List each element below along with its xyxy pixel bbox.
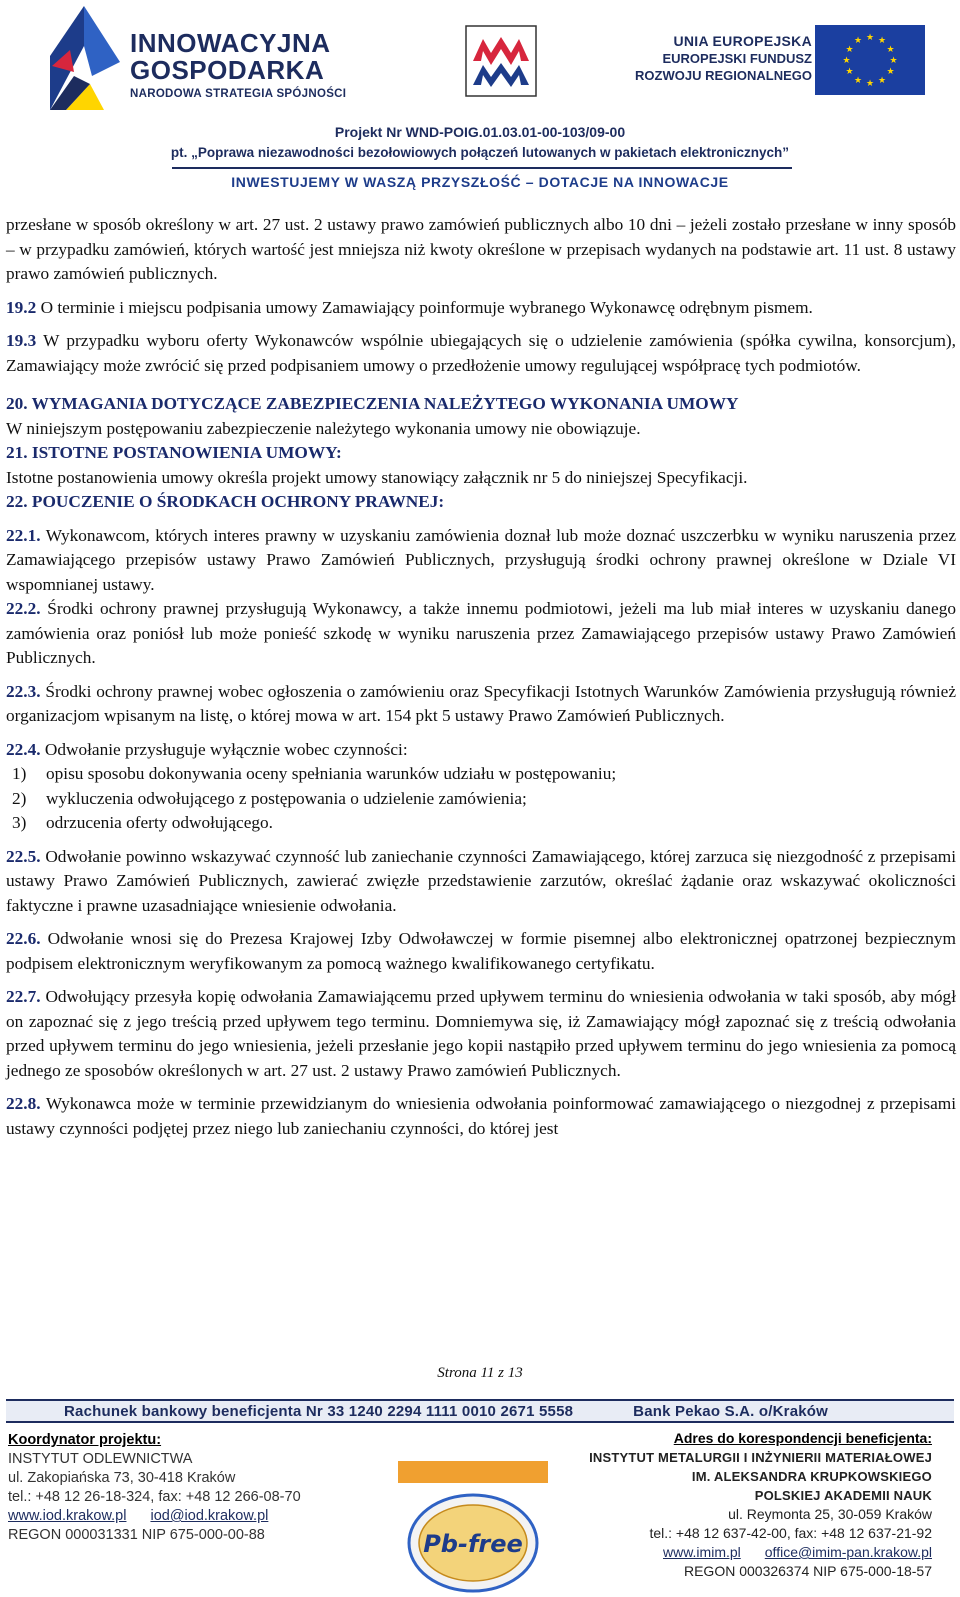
- correspondence-label: Adres do korespondencji beneficjenta:: [673, 1430, 932, 1446]
- document-body: [6, 213, 956, 1141]
- pb-free-text: Pb-free: [423, 1530, 523, 1558]
- institute-name-1: INSTYTUT METALURGII I INŻYNIERII MATERIAŁOWEJ: [589, 1450, 932, 1465]
- section-text: Odwołanie powinno wskazywać czynność lub zaniechanie czynności Zamawiającego, której zarzuca się niezgodność z przepisami ustawy Prawo Zamówień Publicznych, zawierać zwięzłe przedstawienie zarzutów, określać żądanie oraz wskazywać okoliczności faktyczne i prawne uzasadniające wniesienie odwołania.: [6, 846, 956, 915]
- correspondence-regon: REGON 000326374 NIP 675-000-18-57: [683, 1563, 932, 1579]
- section-text: O terminie i miejscu podpisania umowy Zamawiający poinformuje wybranego Wykonawcę odrębnym pismem.: [36, 297, 813, 317]
- list-item-number: 1): [12, 764, 27, 783]
- section-text: W przypadku wyboru oferty Wykonawców wspólnie ubiegających się o udzielenie zamówienia (spółka cywilna, konsorcjum), Zamawiający może zwrócić się przed podpisaniem umowy o przedłożenie umowy regulującej współpracę tych podmiotów.: [6, 331, 956, 375]
- header-slogan: INWESTUJEMY W WASZĄ PRZYSZŁOŚĆ – DOTACJE NA INNOWACJE: [231, 174, 729, 190]
- project-title: pt. „Poprawa niezawodności bezołowiowych połączeń lutowanych w pakietach elektronicznych”: [170, 145, 790, 160]
- svg-text:★: ★: [853, 36, 863, 46]
- coordinator-address: ul. Zakopiańska 73, 30-418 Kraków: [8, 1470, 236, 1486]
- section-number: 22.2.: [6, 599, 41, 618]
- bank-account: Rachunek bankowy beneficjenta Nr 33 1240 2294 1111 0010 2671 5558: [64, 1402, 574, 1420]
- section-number: 22.8.: [6, 1094, 41, 1113]
- page-header: [0, 0, 960, 196]
- coordinator-block: [8, 1431, 348, 1545]
- section-text: Wykonawca może w terminie przewidzianym do wniesienia odwołania poinformować zamawiającego o niezgodnej z przepisami ustawy czynności podjętej przez niego lub zaniechaniu czynności, do której jest: [6, 1094, 956, 1138]
- section-number: 19.2: [6, 297, 37, 317]
- section-text: Wykonawcom, których interes prawny w uzyskaniu zamówienia doznał lub może doznać uszczerbku w wyniku naruszenia przez Zamawiającego przepisów ustawy Prawo Zamówień Publicznych, przysługują środki ochrony prawnej określone w Dziale VI wspomnianej ustawy.: [6, 525, 956, 594]
- correspondence-phone: tel.: +48 12 637-42-00, fax: +48 12 637-21-92: [649, 1525, 932, 1541]
- list-item-text: odrzucenia oferty odwołującego.: [46, 813, 273, 832]
- correspondence-links: [572, 1543, 932, 1562]
- header-divider: [172, 167, 792, 169]
- ue-line1: UNIA EUROPEJSKA: [673, 33, 812, 49]
- section-21-heading: 21. ISTOTNE POSTANOWIENIA UMOWY:: [6, 443, 342, 462]
- coordinator-regon: REGON 000031331 NIP 675-000-00-88: [8, 1527, 265, 1543]
- section-19-3: [6, 329, 956, 378]
- section-number: 22.5.: [6, 846, 41, 866]
- section-22-1: [6, 524, 956, 598]
- svg-text:★: ★: [877, 76, 887, 86]
- ue-line2: EUROPEJSKI FUNDUSZ: [662, 51, 812, 66]
- list-item-text: wykluczenia odwołującego z postępowania o udzielenie zamówienia;: [46, 788, 527, 808]
- list-item: [6, 811, 956, 836]
- svg-text:★: ★: [886, 67, 895, 77]
- section-22-7: [6, 985, 956, 1083]
- section-22-4: [6, 738, 956, 763]
- section-22-6: [6, 927, 956, 976]
- ue-line3: ROZWOJU REGIONALNEGO: [635, 68, 812, 83]
- section-number: 19.3: [6, 331, 37, 350]
- eu-flag-icon: [815, 25, 925, 95]
- pb-free-logo: [398, 1461, 548, 1597]
- ig-line1: INNOWACYJNA: [130, 28, 331, 58]
- bank-name: Bank Pekao S.A. o/Kraków: [633, 1402, 829, 1420]
- imim-logo: [465, 25, 537, 97]
- coordinator-www-link[interactable]: www.iod.krakow.pl: [8, 1508, 127, 1524]
- list-item: [6, 787, 956, 812]
- svg-text:★: ★: [886, 45, 895, 55]
- list-item-number: 2): [12, 788, 27, 808]
- section-text: Środki ochrony prawnej wobec ogłoszenia o zamówieniu oraz Specyfikacji Istotnych Warunków Zamówienia przysługują również organizacjom wpisanym na listę, o której mowa w art. 154 pkt 5 ustawy Prawo Zamówień Publicznych.: [6, 681, 956, 725]
- svg-text:★: ★: [865, 33, 875, 43]
- coordinator-label: Koordynator projektu:: [8, 1432, 162, 1448]
- section-22-heading: 22. POUCZENIE O ŚRODKACH OCHRONY PRAWNEJ:: [6, 492, 445, 511]
- innowacyjna-gospodarka-logo: [44, 6, 124, 110]
- coordinator-links: [8, 1507, 348, 1526]
- svg-text:★: ★: [845, 45, 854, 55]
- institute-name-3: POLSKIEJ AKADEMII NAUK: [754, 1488, 932, 1503]
- svg-text:★: ★: [865, 79, 875, 89]
- section-22-8: [6, 1092, 956, 1141]
- coordinator-name: INSTYTUT ODLEWNICTWA: [8, 1451, 193, 1467]
- section-22-3: [6, 680, 956, 729]
- section-22-5: [6, 845, 956, 919]
- coordinator-email-link[interactable]: iod@iod.krakow.pl: [150, 1508, 269, 1524]
- section-text: Odwołujący przesyła kopię odwołania Zamawiającemu przed upływem terminu do wniesienia odwołania w taki sposób, aby mógł on zapoznać się z jego treścią przed upływem tego terminu. Domniemywa się, iż Zamawiający mógł zapoznać się z treścią odwołania przed upływem terminu do jego wniesienia, jeżeli przesłanie jego kopii nastąpiło przed upływem terminu do jego wniesienia za pomocą jednego ze sposobów określonych w art. 27 ust. 2 ustawy Prawo zamówień Publicznych.: [6, 987, 956, 1080]
- svg-text:★: ★: [877, 36, 887, 46]
- list-item-text: opisu sposobu dokonywania oceny spełniania warunków udziału w postępowaniu;: [46, 764, 617, 783]
- list-item: [6, 762, 956, 787]
- section-22-2: [6, 597, 956, 671]
- svg-text:★: ★: [853, 76, 863, 86]
- section-number: 22.6.: [6, 929, 41, 948]
- section-19-2: [6, 296, 956, 321]
- section-number: 22.3.: [6, 681, 41, 701]
- institute-name-2: IM. ALEKSANDRA KRUPKOWSKIEGO: [691, 1469, 932, 1484]
- section-text: Odwołanie przysługuje wyłącznie wobec czynności:: [40, 739, 408, 759]
- section-20-text: W niniejszym postępowaniu zabezpieczenie należytego wykonania umowy nie obowiązuje.: [6, 418, 641, 438]
- section-number: 22.7.: [6, 987, 41, 1006]
- correspondence-www-link[interactable]: www.imim.pl: [662, 1544, 741, 1560]
- correspondence-block: [572, 1429, 932, 1581]
- ig-line2: GOSPODARKA: [130, 55, 325, 85]
- bank-account-bar: [6, 1399, 954, 1423]
- correspondence-email-link[interactable]: office@imim-pan.krakow.pl: [764, 1544, 932, 1560]
- coordinator-phone: tel.: +48 12 26-18-324, fax: +48 12 266-08-70: [8, 1489, 301, 1505]
- list-item-number: 3): [12, 813, 27, 832]
- correspondence-address: ul. Reymonta 25, 30-059 Kraków: [728, 1506, 932, 1522]
- section-number: 22.4.: [6, 739, 41, 759]
- project-number: Projekt Nr WND-POIG.01.03.01-00-103/09-00: [334, 124, 626, 140]
- paragraph-continuation: przesłane w sposób określony w art. 27 ust. 2 ustawy prawo zamówień publicznych albo 10 dni – jeżeli zostało przesłane w inny sposób – w przypadku zamówień, których wartość jest mniejsza niż kwoty określone w przepisach wydanych na podstawie art. 11 ust. 8 ustawy prawo zamówień publicznych.: [6, 215, 956, 283]
- innowacyjna-gospodarka-text: [130, 30, 346, 100]
- svg-text:★: ★: [845, 67, 854, 77]
- section-number: 22.1.: [6, 525, 41, 545]
- section-20-heading: 20. WYMAGANIA DOTYCZĄCE ZABEZPIECZENIA NALEŻYTEGO WYKONANIA UMOWY: [6, 394, 739, 413]
- section-21-text: Istotne postanowienia umowy określa projekt umowy stanowiący załącznik nr 5 do niniejszej Specyfikacji.: [6, 467, 748, 487]
- page-footer: [0, 1393, 960, 1597]
- unia-europejska-text: [612, 32, 812, 84]
- section-text: Odwołanie wnosi się do Prezesa Krajowej Izby Odwoławczej w formie pisemnej albo elektronicznej opatrzonej bezpiecznym podpisem elektronicznym weryfikowanym za pomocą ważnego kwalifikowanego certyfikatu.: [6, 929, 956, 973]
- section-text: Środki ochrony prawnej przysługują Wykonawcy, a także innemu podmiotowi, jeżeli ma lub miał interes w uzyskaniu danego zamówienia oraz poniósł lub może ponieść szkodę w wyniku naruszenia przez Zamawiającego przepisów ustawy Prawo Zamówień Publicznych.: [6, 599, 956, 667]
- svg-text:★: ★: [842, 56, 851, 66]
- ig-line3: NARODOWA STRATEGIA SPÓJNOŚCI: [130, 88, 347, 100]
- svg-text:★: ★: [889, 56, 898, 66]
- page-number: Strona 11 z 13: [437, 1365, 523, 1381]
